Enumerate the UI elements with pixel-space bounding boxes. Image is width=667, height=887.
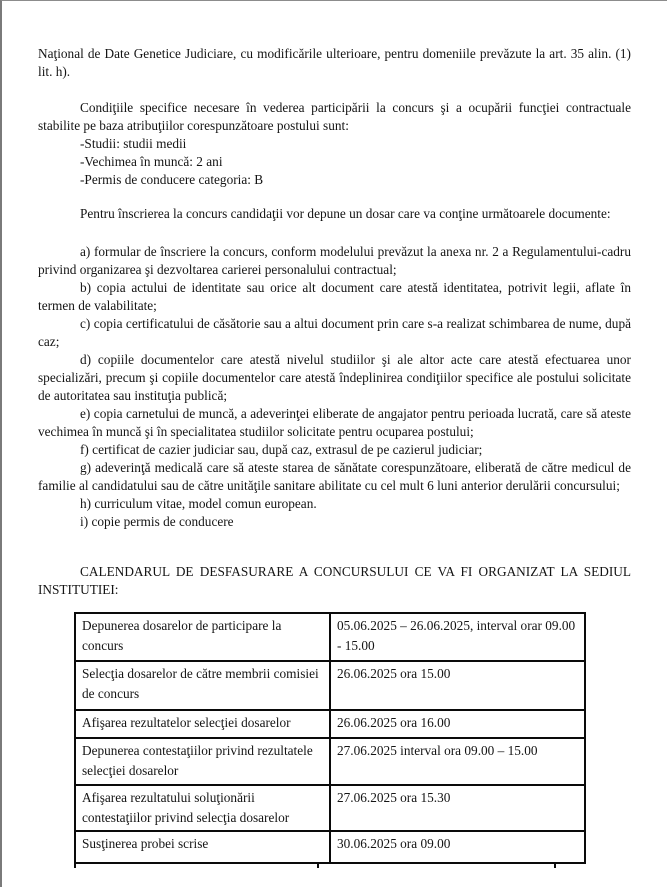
calendar-table (74, 612, 586, 864)
schedule-cell: 27.06.2025 interval ora 09.00 – 15.00 (330, 738, 585, 785)
documents-list (38, 243, 631, 531)
table-row (75, 661, 585, 710)
schedule-cell: 26.06.2025 ora 16.00 (330, 710, 585, 738)
condition-item-studii: -Studii: studii medii (80, 136, 187, 151)
activity-cell: Afişarea rezultatelor selecţiei dosarelor (75, 710, 330, 738)
table-border-stub (554, 864, 556, 868)
table-row (75, 785, 585, 831)
document-item-a: a) formular de înscriere la concurs, conform modelului prevăzut la anexa nr. 2 a Regulamentului-cadru privind organizarea şi dezvoltarea carierei personalului contractual; (38, 244, 631, 277)
table-cutoff-row-stub (74, 864, 556, 868)
table-row (75, 613, 585, 661)
document-item-d: d) copiile documentelor care atestă nivelul studiilor şi ale altor acte care atestă efectuarea unor specializări, precum şi copiile documentelor care atestă îndeplinirea condiţiilor specifice ale postului solicitate de autoritatea sau instituţia publică; (38, 352, 631, 403)
document-item-f: f) certificat de cazier judiciar sau, după caz, extrasul de pe cazierul judiciar; (80, 442, 483, 457)
document-item-c: c) copia certificatului de căsătorie sau a altui document prin care s-a realizat schimbarea de nume, după caz; (38, 316, 631, 349)
schedule-cell: 27.06.2025 ora 15.30 (330, 785, 585, 831)
table-border-stub (74, 864, 76, 868)
spacer (38, 81, 631, 99)
condition-item-vechime: -Vechimea în muncă: 2 ani (80, 154, 223, 169)
activity-cell: Depunerea contestaţiilor privind rezultatele selecţiei dosarelor (75, 738, 330, 785)
activity-cell: Depunerea dosarelor de participare la concurs (75, 613, 330, 661)
table-row (75, 710, 585, 738)
activity-cell: Selecţia dosarelor de către membrii comisiei de concurs (75, 661, 330, 710)
schedule-cell: 05.06.2025 – 26.06.2025, interval orar 09.00 - 15.00 (330, 613, 585, 661)
schedule-cell: 26.06.2025 ora 15.00 (330, 661, 585, 710)
calendar-heading: CALENDARUL DE DESFASURARE A CONCURSULUI CE VA FI ORGANIZAT LA SEDIUL INSTITUTIEI: (38, 564, 631, 597)
spacer (38, 189, 631, 205)
document-item-g: g) adeverinţă medicală care să ateste starea de sănătate corespunzătoare, eliberată de către medicul de familie al candidatului sau de către unităţile sanitare abilitate cu cel mult 6 luni anterior derulării concursului; (38, 460, 631, 493)
schedule-cell: 30.06.2025 ora 09.00 (330, 831, 585, 863)
table-row (75, 831, 585, 863)
document-item-i: i) copie permis de conducere (80, 514, 234, 529)
document-item-e: e) copia carnetului de muncă, a adeverinţei eliberate de angajator pentru perioada lucrată, care să ateste vechimea în muncă şi în specialitatea studiilor solicitate pentru ocuparea postului; (38, 406, 631, 439)
document-item-h: h) curriculum vitae, model comun european. (80, 496, 317, 511)
paragraph-dossier-intro: Pentru înscrierea la concurs candidaţii vor depune un dosar care va conţine următoarele documente: (80, 206, 611, 221)
activity-cell: Susţinerea probei scrise (75, 831, 330, 863)
condition-item-permis: -Permis de conducere categoria: B (80, 172, 264, 187)
document-item-b: b) copia actului de identitate sau orice alt document care atestă identitatea, potrivit legii, aflate în termen de valabilitate; (38, 280, 631, 313)
spacer (38, 223, 631, 243)
paragraph-conditions-intro: Condiţiile specifice necesare în vederea participării la concurs şi a ocupării funcţiei contractuale stabilite pe baza atribuţiilor corespunzătoare postului sunt: (38, 100, 631, 133)
document-content (2, 1, 667, 868)
calendar-table-wrapper (74, 612, 631, 868)
table-border-stub (317, 864, 319, 868)
table-row (75, 738, 585, 785)
activity-cell: Afişarea rezultatului soluţionării contestaţiilor privind selecţia dosarelor (75, 785, 330, 831)
paragraph-continuation: Naţional de Date Genetice Judiciare, cu modificările ulterioare, pentru domeniile prevăzute la art. 35 alin. (1) lit. h). (38, 46, 631, 79)
